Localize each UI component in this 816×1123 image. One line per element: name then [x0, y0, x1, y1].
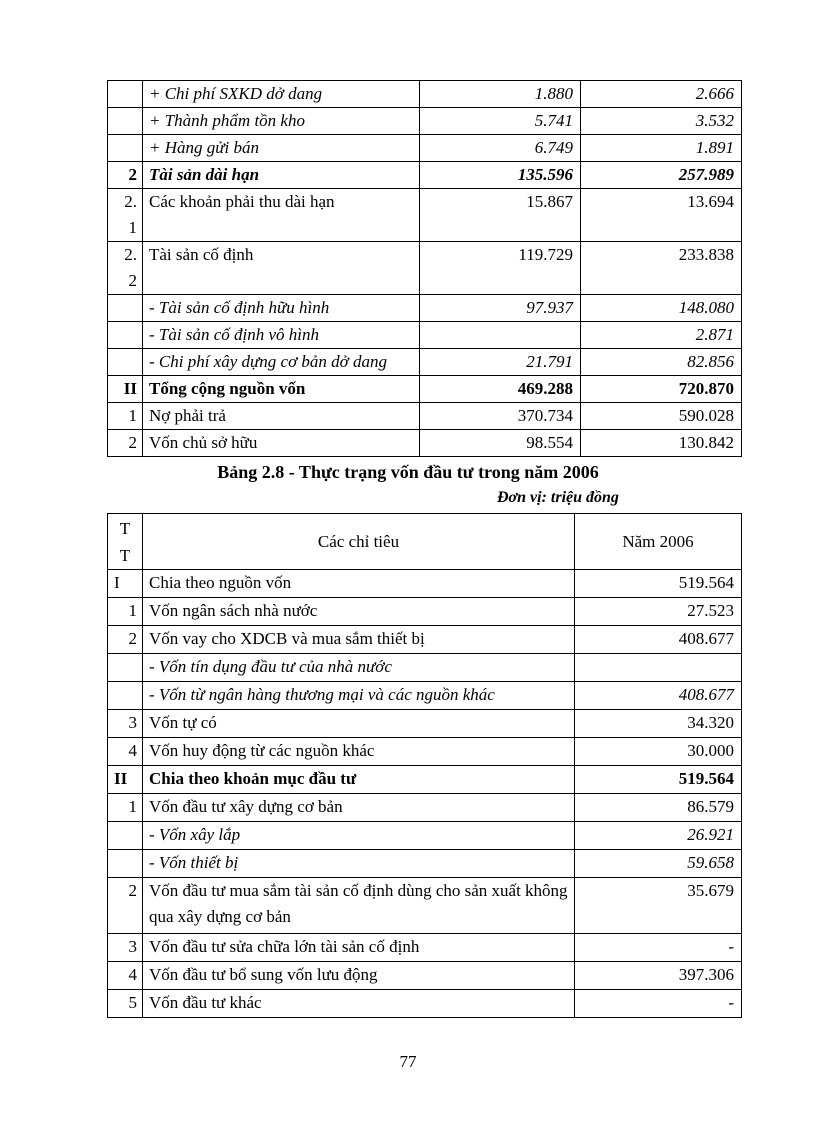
- table-row: [108, 295, 742, 322]
- value-col1: 21.791: [420, 349, 581, 376]
- header-tt: T T: [108, 514, 143, 570]
- value-col2: 2.871: [581, 322, 742, 349]
- row-number: [108, 108, 143, 135]
- table-row: [108, 766, 742, 794]
- row-number: 2: [108, 626, 143, 654]
- value-2006: 34.320: [575, 710, 742, 738]
- row-label: Tài sản cố định: [143, 242, 420, 295]
- table-row: [108, 570, 742, 598]
- table-balance-continued: [107, 80, 742, 457]
- value-2006: 27.523: [575, 598, 742, 626]
- row-number: [108, 822, 143, 850]
- header-year: Năm 2006: [575, 514, 742, 570]
- row-number: [108, 654, 143, 682]
- row-label: - Tài sản cố định vô hình: [143, 322, 420, 349]
- unit-label: Đơn vị: triệu đồng: [497, 489, 619, 506]
- row-label: Vốn đầu tư mua sắm tài sản cố định dùng cho sản xuất không qua xây dựng cơ bản: [143, 878, 575, 934]
- row-label: Các khoản phải thu dài hạn: [143, 189, 420, 242]
- value-2006: 408.677: [575, 626, 742, 654]
- table-row: [108, 162, 742, 189]
- table-caption: Bảng 2.8 - Thực trạng vốn đầu tư trong năm 2006: [217, 462, 599, 482]
- table-row: [108, 710, 742, 738]
- row-number: II: [108, 376, 143, 403]
- value-2006: 519.564: [575, 766, 742, 794]
- value-col1: 135.596: [420, 162, 581, 189]
- value-col1: 119.729: [420, 242, 581, 295]
- value-col2: 2.666: [581, 81, 742, 108]
- row-number: 2: [108, 162, 143, 189]
- row-number: 1: [108, 794, 143, 822]
- table-row: [108, 108, 742, 135]
- row-label: Chia theo nguồn vốn: [143, 570, 575, 598]
- value-col1: 469.288: [420, 376, 581, 403]
- row-number: 2: [108, 878, 143, 934]
- table-row: [108, 81, 742, 108]
- row-label: Vốn vay cho XDCB và mua sắm thiết bị: [143, 626, 575, 654]
- row-label: Vốn đầu tư khác: [143, 990, 575, 1018]
- row-number: 1: [108, 403, 143, 430]
- table-row: [108, 850, 742, 878]
- row-label: Vốn đầu tư sửa chữa lớn tài sản cố định: [143, 934, 575, 962]
- value-col2: 3.532: [581, 108, 742, 135]
- value-2006: 35.679: [575, 878, 742, 934]
- row-label: Tài sản dài hạn: [143, 162, 420, 189]
- value-2006: 30.000: [575, 738, 742, 766]
- value-2006: 26.921: [575, 822, 742, 850]
- table-row: [108, 934, 742, 962]
- row-number: [108, 135, 143, 162]
- table-row: [108, 430, 742, 457]
- table-row: [108, 322, 742, 349]
- row-label: Vốn đầu tư bổ sung vốn lưu động: [143, 962, 575, 990]
- row-label: Vốn tự có: [143, 710, 575, 738]
- row-number: II: [108, 766, 143, 794]
- table-row: [108, 242, 742, 295]
- row-number: [108, 850, 143, 878]
- value-col1: [420, 322, 581, 349]
- table-investment-2006: [107, 513, 742, 1018]
- row-label: + Thành phẩm tồn kho: [143, 108, 420, 135]
- value-col1: 98.554: [420, 430, 581, 457]
- value-col2: 82.856: [581, 349, 742, 376]
- row-number: 2. 1: [108, 189, 143, 242]
- table-row: [108, 962, 742, 990]
- header-label: Các chỉ tiêu: [143, 514, 575, 570]
- row-label: - Vốn xây lắp: [143, 822, 575, 850]
- value-col2: 233.838: [581, 242, 742, 295]
- row-label: - Vốn từ ngân hàng thương mại và các nguồn khác: [143, 682, 575, 710]
- table-row: [108, 189, 742, 242]
- row-number: [108, 295, 143, 322]
- row-number: [108, 349, 143, 376]
- row-label: Nợ phải trả: [143, 403, 420, 430]
- row-number: [108, 682, 143, 710]
- row-number: 4: [108, 738, 143, 766]
- value-col2: 1.891: [581, 135, 742, 162]
- value-2006: [575, 654, 742, 682]
- value-col1: 15.867: [420, 189, 581, 242]
- row-label: - Vốn thiết bị: [143, 850, 575, 878]
- value-col2: 257.989: [581, 162, 742, 189]
- table-row: [108, 878, 742, 934]
- value-col2: 130.842: [581, 430, 742, 457]
- row-label: - Vốn tín dụng đầu tư của nhà nước: [143, 654, 575, 682]
- row-number: 2. 2: [108, 242, 143, 295]
- row-number: 3: [108, 710, 143, 738]
- row-label: Vốn ngân sách nhà nước: [143, 598, 575, 626]
- row-label: Tổng cộng nguồn vốn: [143, 376, 420, 403]
- table-row: [108, 822, 742, 850]
- value-col1: 5.741: [420, 108, 581, 135]
- table-row: [108, 135, 742, 162]
- row-label: Vốn đầu tư xây dựng cơ bản: [143, 794, 575, 822]
- value-col2: 590.028: [581, 403, 742, 430]
- table-row: [108, 738, 742, 766]
- table-row: [108, 598, 742, 626]
- value-2006: -: [575, 990, 742, 1018]
- row-label: Vốn huy động từ các nguồn khác: [143, 738, 575, 766]
- row-label: - Chi phí xây dựng cơ bản dở dang: [143, 349, 420, 376]
- value-col2: 148.080: [581, 295, 742, 322]
- row-label: + Hàng gửi bán: [143, 135, 420, 162]
- row-number: 5: [108, 990, 143, 1018]
- row-label: + Chi phí SXKD dở dang: [143, 81, 420, 108]
- row-number: I: [108, 570, 143, 598]
- table-row: [108, 654, 742, 682]
- value-col2: 13.694: [581, 189, 742, 242]
- row-number: 1: [108, 598, 143, 626]
- row-number: [108, 322, 143, 349]
- page-number: 77: [399, 1052, 417, 1071]
- row-label: Vốn chủ sở hữu: [143, 430, 420, 457]
- value-2006: 519.564: [575, 570, 742, 598]
- table-row: [108, 349, 742, 376]
- value-col1: 97.937: [420, 295, 581, 322]
- value-2006: 59.658: [575, 850, 742, 878]
- row-number: 4: [108, 962, 143, 990]
- row-label: Chia theo khoản mục đầu tư: [143, 766, 575, 794]
- value-2006: 397.306: [575, 962, 742, 990]
- table-row: [108, 794, 742, 822]
- table-row: [108, 990, 742, 1018]
- row-number: [108, 81, 143, 108]
- value-2006: 408.677: [575, 682, 742, 710]
- row-number: 3: [108, 934, 143, 962]
- value-2006: -: [575, 934, 742, 962]
- table-row: [108, 403, 742, 430]
- value-col1: 370.734: [420, 403, 581, 430]
- value-col1: 1.880: [420, 81, 581, 108]
- table-row: [108, 682, 742, 710]
- table-row: [108, 626, 742, 654]
- value-col2: 720.870: [581, 376, 742, 403]
- row-number: 2: [108, 430, 143, 457]
- table-header-row: [108, 514, 742, 570]
- row-label: - Tài sản cố định hữu hình: [143, 295, 420, 322]
- value-col1: 6.749: [420, 135, 581, 162]
- table-row: [108, 376, 742, 403]
- value-2006: 86.579: [575, 794, 742, 822]
